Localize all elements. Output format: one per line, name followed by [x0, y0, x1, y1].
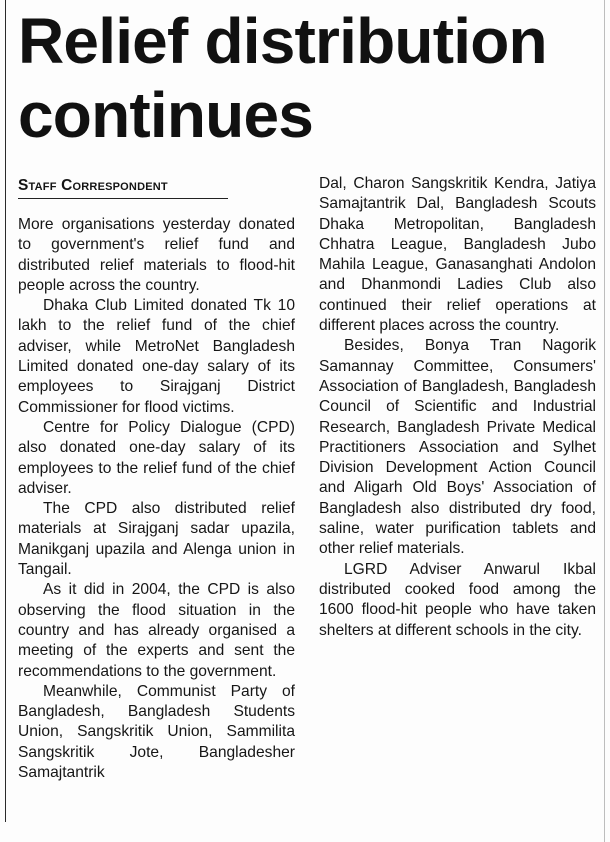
paragraph: Centre for Policy Dialogue (CPD) also donated one-day salary of its employees to the relief fund of the chief adviser. [18, 418, 295, 497]
right-column [319, 174, 596, 641]
paragraph: Besides, Bonya Tran Nagorik Samannay Committee, Consumers' Association of Bangladesh, Bangladesh Council of Scientific and Industrial Research, Bangladesh Private Medical Practitioners Association and Sylhet Division Development Action Council and Aligarh Old Boys' Association of Bangladesh also distributed dry food, saline, water purification tablets and other relief materials. [319, 337, 596, 558]
column-rule-left [5, 0, 6, 822]
paragraph: As it did in 2004, the CPD is also observing the flood situation in the country and has already organised a meeting of the experts and sent the recommendations to the government. [18, 581, 295, 680]
headline: Relief distribution continues [18, 5, 547, 151]
paragraph: Dal, Charon Sangskritik Kendra, Jatiya Samajtantrik Dal, Bangladesh Scouts Dhaka Metropolitan, Bangladesh Chhatra League, Bangladesh Jubo Mahila League, Ganasanghati Andolon and Dhanmondi Ladies Club also continued their relief operations at different places across the country. [319, 175, 596, 335]
byline: Staff Correspondent [18, 177, 228, 199]
left-column [18, 215, 295, 783]
paragraph: The CPD also distributed relief materials at Sirajganj sadar upazila, Manikganj upazila and Alenga union in Tangail. [18, 500, 295, 579]
paragraph: Dhaka Club Limited donated Tk 10 lakh to the relief fund of the chief adviser, while MetroNet Bangladesh Limited donated one-day salary of its employees to Sirajganj District Commissioner for flood victims. [18, 297, 295, 416]
paragraph: LGRD Adviser Anwarul Ikbal distributed cooked food among the 1600 flood-hit people who have taken shelters at different schools in the city. [319, 560, 596, 639]
paragraph: Meanwhile, Communist Party of Bangladesh, Bangladesh Students Union, Sangskritik Union, Sammilita Sangskritik Jote, Bangladesher Samajtantrik [18, 682, 295, 782]
paragraph: More organisations yesterday donated to government's relief fund and distributed relief materials to flood-hit people across the country. [18, 216, 295, 294]
